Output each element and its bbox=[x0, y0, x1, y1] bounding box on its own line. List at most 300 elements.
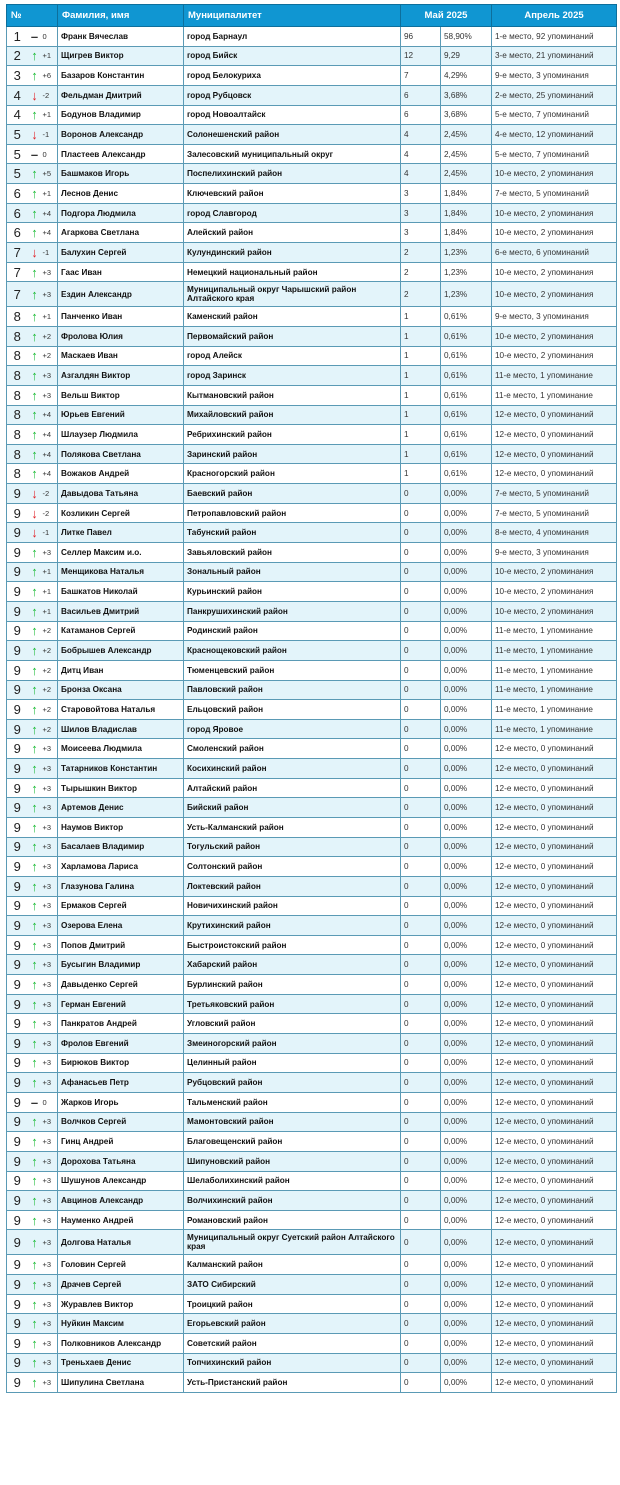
rank-cell: 9 bbox=[7, 641, 28, 661]
table-row bbox=[7, 282, 617, 307]
may-mentions-count: 0 bbox=[401, 601, 441, 621]
person-name: Басалаев Владимир bbox=[58, 837, 184, 857]
table-row bbox=[7, 680, 617, 700]
municipality: Третьяковский район bbox=[184, 994, 401, 1014]
may-mentions-percent: 0,61% bbox=[441, 405, 492, 425]
person-name: Азгалдян Виктор bbox=[58, 366, 184, 386]
person-name: Франк Вячеслав bbox=[58, 27, 184, 47]
trend-arrow-icon: ↑ bbox=[28, 1210, 42, 1230]
may-mentions-percent: 2,45% bbox=[441, 164, 492, 184]
municipality: Родинский район bbox=[184, 621, 401, 641]
trend-arrow-icon: ↑ bbox=[28, 1334, 42, 1354]
table-row bbox=[7, 243, 617, 263]
rank-change: +4 bbox=[42, 444, 58, 464]
rank-cell: 8 bbox=[7, 464, 28, 484]
trend-arrow-icon: ↑ bbox=[28, 1275, 42, 1295]
may-mentions-count: 0 bbox=[401, 817, 441, 837]
rank-change: +3 bbox=[42, 1112, 58, 1132]
municipality: Курьинский район bbox=[184, 582, 401, 602]
april-result: 2-е место, 25 упоминаний bbox=[492, 85, 617, 105]
municipality: Смоленский район bbox=[184, 739, 401, 759]
april-result: 12-е место, 0 упоминаний bbox=[492, 975, 617, 995]
may-mentions-count: 4 bbox=[401, 125, 441, 145]
trend-arrow-icon: ↑ bbox=[28, 223, 42, 243]
rank-change: +3 bbox=[42, 1034, 58, 1054]
table-row bbox=[7, 125, 617, 145]
may-mentions-percent: 0,00% bbox=[441, 719, 492, 739]
may-mentions-percent: 0,00% bbox=[441, 1014, 492, 1034]
person-name: Маскаев Иван bbox=[58, 346, 184, 366]
municipality: Муниципальный округ Чарышский район Алтайского края bbox=[184, 282, 401, 307]
may-mentions-count: 3 bbox=[401, 184, 441, 204]
rank-cell: 9 bbox=[7, 955, 28, 975]
may-mentions-count: 0 bbox=[401, 1314, 441, 1334]
trend-arrow-icon: ↑ bbox=[28, 46, 42, 66]
trend-arrow-icon: ↑ bbox=[28, 366, 42, 386]
person-name: Татарников Константин bbox=[58, 759, 184, 779]
table-row bbox=[7, 444, 617, 464]
rank-cell: 9 bbox=[7, 582, 28, 602]
trend-arrow-icon: ↑ bbox=[28, 346, 42, 366]
rank-cell: 9 bbox=[7, 896, 28, 916]
may-mentions-percent: 0,00% bbox=[441, 582, 492, 602]
table-row bbox=[7, 1230, 617, 1255]
rank-cell: 8 bbox=[7, 346, 28, 366]
municipality: ЗАТО Сибирский bbox=[184, 1275, 401, 1295]
may-mentions-percent: 0,00% bbox=[441, 503, 492, 523]
april-result: 12-е место, 0 упоминаний bbox=[492, 405, 617, 425]
rank-cell: 8 bbox=[7, 405, 28, 425]
trend-arrow-icon: ↑ bbox=[28, 1151, 42, 1171]
april-result: 7-е место, 5 упоминаний bbox=[492, 484, 617, 504]
person-name: Авцинов Александр bbox=[58, 1191, 184, 1211]
april-result: 12-е место, 0 упоминаний bbox=[492, 1132, 617, 1152]
april-result: 10-е место, 2 упоминания bbox=[492, 223, 617, 243]
may-mentions-percent: 0,00% bbox=[441, 1210, 492, 1230]
trend-arrow-icon: ↑ bbox=[28, 1034, 42, 1054]
trend-arrow-icon: ↓ bbox=[28, 503, 42, 523]
may-mentions-percent: 1,23% bbox=[441, 243, 492, 263]
table-row bbox=[7, 144, 617, 164]
april-result: 12-е место, 0 упоминаний bbox=[492, 1073, 617, 1093]
rank-cell: 9 bbox=[7, 1294, 28, 1314]
april-result: 12-е место, 0 упоминаний bbox=[492, 817, 617, 837]
table-row bbox=[7, 1210, 617, 1230]
may-mentions-percent: 0,00% bbox=[441, 916, 492, 936]
may-mentions-percent: 0,00% bbox=[441, 1294, 492, 1314]
rank-change: +3 bbox=[42, 366, 58, 386]
may-mentions-count: 1 bbox=[401, 444, 441, 464]
rank-cell: 9 bbox=[7, 857, 28, 877]
person-name: Фельдман Дмитрий bbox=[58, 85, 184, 105]
rank-cell: 9 bbox=[7, 1373, 28, 1393]
april-result: 12-е место, 0 упоминаний bbox=[492, 1191, 617, 1211]
rank-cell: 9 bbox=[7, 621, 28, 641]
trend-arrow-icon: ↑ bbox=[28, 1314, 42, 1334]
may-mentions-percent: 0,00% bbox=[441, 896, 492, 916]
municipality: Поспелихинский район bbox=[184, 164, 401, 184]
may-mentions-count: 0 bbox=[401, 582, 441, 602]
april-result: 12-е место, 0 упоминаний bbox=[492, 444, 617, 464]
trend-arrow-icon: ↑ bbox=[28, 1294, 42, 1314]
may-mentions-count: 1 bbox=[401, 405, 441, 425]
april-result: 7-е место, 5 упоминаний bbox=[492, 184, 617, 204]
municipality: Солтонский район bbox=[184, 857, 401, 877]
april-result: 12-е место, 0 упоминаний bbox=[492, 1151, 617, 1171]
rank-cell: 9 bbox=[7, 1112, 28, 1132]
person-name: Драчев Сергей bbox=[58, 1275, 184, 1295]
may-mentions-percent: 1,84% bbox=[441, 184, 492, 204]
may-mentions-count: 3 bbox=[401, 203, 441, 223]
may-mentions-count: 1 bbox=[401, 464, 441, 484]
trend-arrow-icon: ↑ bbox=[28, 1373, 42, 1393]
table-row bbox=[7, 346, 617, 366]
april-result: 10-е место, 2 упоминания bbox=[492, 346, 617, 366]
municipality: Мамонтовский район bbox=[184, 1112, 401, 1132]
table-row bbox=[7, 262, 617, 282]
table-row bbox=[7, 307, 617, 327]
person-name: Щигрев Виктор bbox=[58, 46, 184, 66]
person-name: Юрьев Евгений bbox=[58, 405, 184, 425]
rank-change: +3 bbox=[42, 994, 58, 1014]
rank-cell: 9 bbox=[7, 798, 28, 818]
table-row bbox=[7, 1171, 617, 1191]
municipality: Ребрихинский район bbox=[184, 425, 401, 445]
may-mentions-count: 0 bbox=[401, 916, 441, 936]
may-mentions-percent: 0,00% bbox=[441, 484, 492, 504]
may-mentions-count: 0 bbox=[401, 857, 441, 877]
municipality: город Яровое bbox=[184, 719, 401, 739]
may-mentions-percent: 1,23% bbox=[441, 262, 492, 282]
person-name: Дитц Иван bbox=[58, 660, 184, 680]
april-result: 10-е место, 2 упоминания bbox=[492, 203, 617, 223]
trend-arrow-icon: ↑ bbox=[28, 203, 42, 223]
person-name: Шлаузер Людмила bbox=[58, 425, 184, 445]
municipality: Бийский район bbox=[184, 798, 401, 818]
rank-cell: 9 bbox=[7, 1230, 28, 1255]
table-row bbox=[7, 896, 617, 916]
table-row bbox=[7, 484, 617, 504]
may-mentions-percent: 0,00% bbox=[441, 562, 492, 582]
may-mentions-count: 0 bbox=[401, 680, 441, 700]
rank-change: -2 bbox=[42, 85, 58, 105]
table-row bbox=[7, 46, 617, 66]
municipality: Павловский район bbox=[184, 680, 401, 700]
person-name: Ермаков Сергей bbox=[58, 896, 184, 916]
rank-cell: 9 bbox=[7, 876, 28, 896]
municipality: Заринский район bbox=[184, 444, 401, 464]
april-result: 12-е место, 0 упоминаний bbox=[492, 1275, 617, 1295]
may-mentions-count: 1 bbox=[401, 366, 441, 386]
person-name: Волчков Сергей bbox=[58, 1112, 184, 1132]
may-mentions-count: 0 bbox=[401, 1073, 441, 1093]
may-mentions-percent: 0,00% bbox=[441, 955, 492, 975]
may-mentions-count: 6 bbox=[401, 85, 441, 105]
april-result: 10-е место, 2 упоминания bbox=[492, 326, 617, 346]
may-mentions-count: 2 bbox=[401, 262, 441, 282]
rank-change: +2 bbox=[42, 621, 58, 641]
trend-arrow-icon: ↑ bbox=[28, 641, 42, 661]
rank-cell: 5 bbox=[7, 144, 28, 164]
municipality: Шипуновский район bbox=[184, 1151, 401, 1171]
rank-cell: 9 bbox=[7, 778, 28, 798]
person-name: Шилов Владислав bbox=[58, 719, 184, 739]
may-mentions-percent: 4,29% bbox=[441, 66, 492, 86]
municipality: Солонешенский район bbox=[184, 125, 401, 145]
person-name: Пластеев Александр bbox=[58, 144, 184, 164]
rank-change: +2 bbox=[42, 346, 58, 366]
april-result: 5-е место, 7 упоминаний bbox=[492, 105, 617, 125]
table-row bbox=[7, 621, 617, 641]
trend-arrow-icon: ↑ bbox=[28, 543, 42, 563]
april-result: 10-е место, 2 упоминания bbox=[492, 164, 617, 184]
rank-change: +3 bbox=[42, 739, 58, 759]
trend-arrow-icon: ↑ bbox=[28, 1191, 42, 1211]
municipality: Кулундинский район bbox=[184, 243, 401, 263]
may-mentions-count: 0 bbox=[401, 739, 441, 759]
may-mentions-percent: 0,61% bbox=[441, 307, 492, 327]
table-row bbox=[7, 857, 617, 877]
rank-change: -1 bbox=[42, 125, 58, 145]
municipality: Благовещенский район bbox=[184, 1132, 401, 1152]
april-result: 1-е место, 92 упоминаний bbox=[492, 27, 617, 47]
trend-arrow-icon: ↑ bbox=[28, 837, 42, 857]
rank-cell: 9 bbox=[7, 837, 28, 857]
april-result: 12-е место, 0 упоминаний bbox=[492, 955, 617, 975]
may-mentions-count: 0 bbox=[401, 1132, 441, 1152]
rank-cell: 9 bbox=[7, 700, 28, 720]
table-row bbox=[7, 582, 617, 602]
table-header bbox=[7, 5, 617, 27]
trend-arrow-icon: ↑ bbox=[28, 719, 42, 739]
rank-cell: 9 bbox=[7, 1132, 28, 1152]
may-mentions-count: 0 bbox=[401, 1034, 441, 1054]
may-mentions-count: 2 bbox=[401, 282, 441, 307]
person-name: Ездин Александр bbox=[58, 282, 184, 307]
rank-change: +2 bbox=[42, 326, 58, 346]
header-may: Май 2025 bbox=[401, 5, 492, 27]
table-row bbox=[7, 601, 617, 621]
rank-cell: 4 bbox=[7, 85, 28, 105]
municipality: Залесовский муниципальный округ bbox=[184, 144, 401, 164]
may-mentions-percent: 0,00% bbox=[441, 1191, 492, 1211]
rank-change: +6 bbox=[42, 66, 58, 86]
table-row bbox=[7, 1373, 617, 1393]
rank-change: +1 bbox=[42, 582, 58, 602]
may-mentions-percent: 9,29 bbox=[441, 46, 492, 66]
rank-cell: 7 bbox=[7, 282, 28, 307]
april-result: 12-е место, 0 упоминаний bbox=[492, 1210, 617, 1230]
may-mentions-count: 0 bbox=[401, 503, 441, 523]
rank-change: +3 bbox=[42, 1353, 58, 1373]
municipality: город Рубцовск bbox=[184, 85, 401, 105]
table-row bbox=[7, 798, 617, 818]
table-row bbox=[7, 1073, 617, 1093]
header-number: № bbox=[7, 5, 58, 27]
may-mentions-percent: 0,00% bbox=[441, 778, 492, 798]
rank-change: +3 bbox=[42, 543, 58, 563]
trend-arrow-icon: ↑ bbox=[28, 759, 42, 779]
rank-cell: 9 bbox=[7, 601, 28, 621]
person-name: Давыденко Сергей bbox=[58, 975, 184, 995]
table-row bbox=[7, 916, 617, 936]
person-name: Гаас Иван bbox=[58, 262, 184, 282]
april-result: 12-е место, 0 упоминаний bbox=[492, 916, 617, 936]
person-name: Панкратов Андрей bbox=[58, 1014, 184, 1034]
april-result: 12-е место, 0 упоминаний bbox=[492, 1353, 617, 1373]
may-mentions-count: 0 bbox=[401, 1053, 441, 1073]
person-name: Агаркова Светлана bbox=[58, 223, 184, 243]
municipality: Алтайский район bbox=[184, 778, 401, 798]
table-row bbox=[7, 739, 617, 759]
table-row bbox=[7, 326, 617, 346]
trend-arrow-icon: ↑ bbox=[28, 184, 42, 204]
may-mentions-count: 0 bbox=[401, 759, 441, 779]
person-name: Базаров Константин bbox=[58, 66, 184, 86]
table-row bbox=[7, 85, 617, 105]
april-result: 12-е место, 0 упоминаний bbox=[492, 1373, 617, 1393]
person-name: Глазунова Галина bbox=[58, 876, 184, 896]
rank-change: -2 bbox=[42, 484, 58, 504]
trend-arrow-icon: ↑ bbox=[28, 916, 42, 936]
rank-change: +3 bbox=[42, 857, 58, 877]
rank-cell: 9 bbox=[7, 739, 28, 759]
header-name: Фамилия, имя bbox=[58, 5, 184, 27]
municipality: Красногорский район bbox=[184, 464, 401, 484]
table-row bbox=[7, 1132, 617, 1152]
rank-change: -2 bbox=[42, 503, 58, 523]
rank-cell: 8 bbox=[7, 307, 28, 327]
table-row bbox=[7, 719, 617, 739]
trend-arrow-icon: ↓ bbox=[28, 85, 42, 105]
april-result: 4-е место, 12 упоминаний bbox=[492, 125, 617, 145]
municipality: Тюменцевский район bbox=[184, 660, 401, 680]
rank-change: +3 bbox=[42, 262, 58, 282]
may-mentions-count: 0 bbox=[401, 719, 441, 739]
april-result: 12-е место, 0 упоминаний bbox=[492, 778, 617, 798]
rank-change: +2 bbox=[42, 641, 58, 661]
april-result: 11-е место, 1 упоминание bbox=[492, 700, 617, 720]
rank-change: +1 bbox=[42, 307, 58, 327]
table-row bbox=[7, 464, 617, 484]
april-result: 5-е место, 7 упоминаний bbox=[492, 144, 617, 164]
april-result: 12-е место, 0 упоминаний bbox=[492, 935, 617, 955]
rank-cell: 5 bbox=[7, 164, 28, 184]
april-result: 10-е место, 2 упоминания bbox=[492, 262, 617, 282]
may-mentions-percent: 0,00% bbox=[441, 1334, 492, 1354]
trend-arrow-icon: ↑ bbox=[28, 105, 42, 125]
rank-change: +2 bbox=[42, 680, 58, 700]
person-name: Козликин Сергей bbox=[58, 503, 184, 523]
municipality: Угловский район bbox=[184, 1014, 401, 1034]
april-result: 11-е место, 1 упоминание bbox=[492, 660, 617, 680]
trend-arrow-icon: ↑ bbox=[28, 935, 42, 955]
person-name: Афанасьев Петр bbox=[58, 1073, 184, 1093]
rank-change: 0 bbox=[42, 1092, 58, 1112]
may-mentions-percent: 0,00% bbox=[441, 817, 492, 837]
may-mentions-count: 0 bbox=[401, 562, 441, 582]
may-mentions-count: 3 bbox=[401, 223, 441, 243]
may-mentions-count: 0 bbox=[401, 1230, 441, 1255]
rank-change: +4 bbox=[42, 425, 58, 445]
may-mentions-count: 0 bbox=[401, 543, 441, 563]
may-mentions-count: 1 bbox=[401, 425, 441, 445]
rank-change: +3 bbox=[42, 1191, 58, 1211]
may-mentions-count: 2 bbox=[401, 243, 441, 263]
person-name: Жарков Игорь bbox=[58, 1092, 184, 1112]
trend-arrow-icon: ↓ bbox=[28, 484, 42, 504]
rank-change: +2 bbox=[42, 700, 58, 720]
table-row bbox=[7, 1334, 617, 1354]
trend-arrow-icon: ↑ bbox=[28, 1073, 42, 1093]
april-result: 9-е место, 3 упоминания bbox=[492, 543, 617, 563]
trend-arrow-icon: – bbox=[28, 144, 42, 164]
april-result: 12-е место, 0 упоминаний bbox=[492, 1092, 617, 1112]
rank-cell: 9 bbox=[7, 1053, 28, 1073]
may-mentions-percent: 0,00% bbox=[441, 1353, 492, 1373]
table-row bbox=[7, 405, 617, 425]
rank-change: -1 bbox=[42, 523, 58, 543]
may-mentions-count: 0 bbox=[401, 1255, 441, 1275]
municipality: Алейский район bbox=[184, 223, 401, 243]
trend-arrow-icon: – bbox=[28, 1092, 42, 1112]
may-mentions-percent: 0,00% bbox=[441, 798, 492, 818]
april-result: 12-е место, 0 упоминаний bbox=[492, 1034, 617, 1054]
rank-change: +3 bbox=[42, 778, 58, 798]
may-mentions-count: 0 bbox=[401, 896, 441, 916]
april-result: 10-е место, 2 упоминания bbox=[492, 282, 617, 307]
may-mentions-count: 0 bbox=[401, 660, 441, 680]
municipality: город Белокуриха bbox=[184, 66, 401, 86]
municipality: Калманский район bbox=[184, 1255, 401, 1275]
may-mentions-count: 0 bbox=[401, 975, 441, 995]
person-name: Герман Евгений bbox=[58, 994, 184, 1014]
table-row bbox=[7, 817, 617, 837]
table-row bbox=[7, 876, 617, 896]
municipality: Крутихинский район bbox=[184, 916, 401, 936]
municipality: город Барнаул bbox=[184, 27, 401, 47]
person-name: Полякова Светлана bbox=[58, 444, 184, 464]
municipality: Троицкий район bbox=[184, 1294, 401, 1314]
may-mentions-count: 0 bbox=[401, 1151, 441, 1171]
person-name: Башмаков Игорь bbox=[58, 164, 184, 184]
person-name: Менщикова Наталья bbox=[58, 562, 184, 582]
municipality: Рубцовский район bbox=[184, 1073, 401, 1093]
rank-cell: 9 bbox=[7, 817, 28, 837]
table-row bbox=[7, 562, 617, 582]
table-row bbox=[7, 975, 617, 995]
municipality: Шелаболихинский район bbox=[184, 1171, 401, 1191]
person-name: Дорохова Татьяна bbox=[58, 1151, 184, 1171]
may-mentions-percent: 2,45% bbox=[441, 125, 492, 145]
header-municipality: Муниципалитет bbox=[184, 5, 401, 27]
rank-change: -1 bbox=[42, 243, 58, 263]
may-mentions-percent: 3,68% bbox=[441, 85, 492, 105]
municipality: Петропавловский район bbox=[184, 503, 401, 523]
table-row bbox=[7, 105, 617, 125]
rank-cell: 6 bbox=[7, 184, 28, 204]
person-name: Полковников Александр bbox=[58, 1334, 184, 1354]
april-result: 12-е место, 0 упоминаний bbox=[492, 1255, 617, 1275]
may-mentions-count: 0 bbox=[401, 994, 441, 1014]
rank-cell: 8 bbox=[7, 425, 28, 445]
may-mentions-count: 4 bbox=[401, 164, 441, 184]
municipality: Ельцовский район bbox=[184, 700, 401, 720]
municipality: город Новоалтайск bbox=[184, 105, 401, 125]
rank-change: +3 bbox=[42, 1230, 58, 1255]
may-mentions-count: 0 bbox=[401, 1210, 441, 1230]
april-result: 3-е место, 21 упоминаний bbox=[492, 46, 617, 66]
